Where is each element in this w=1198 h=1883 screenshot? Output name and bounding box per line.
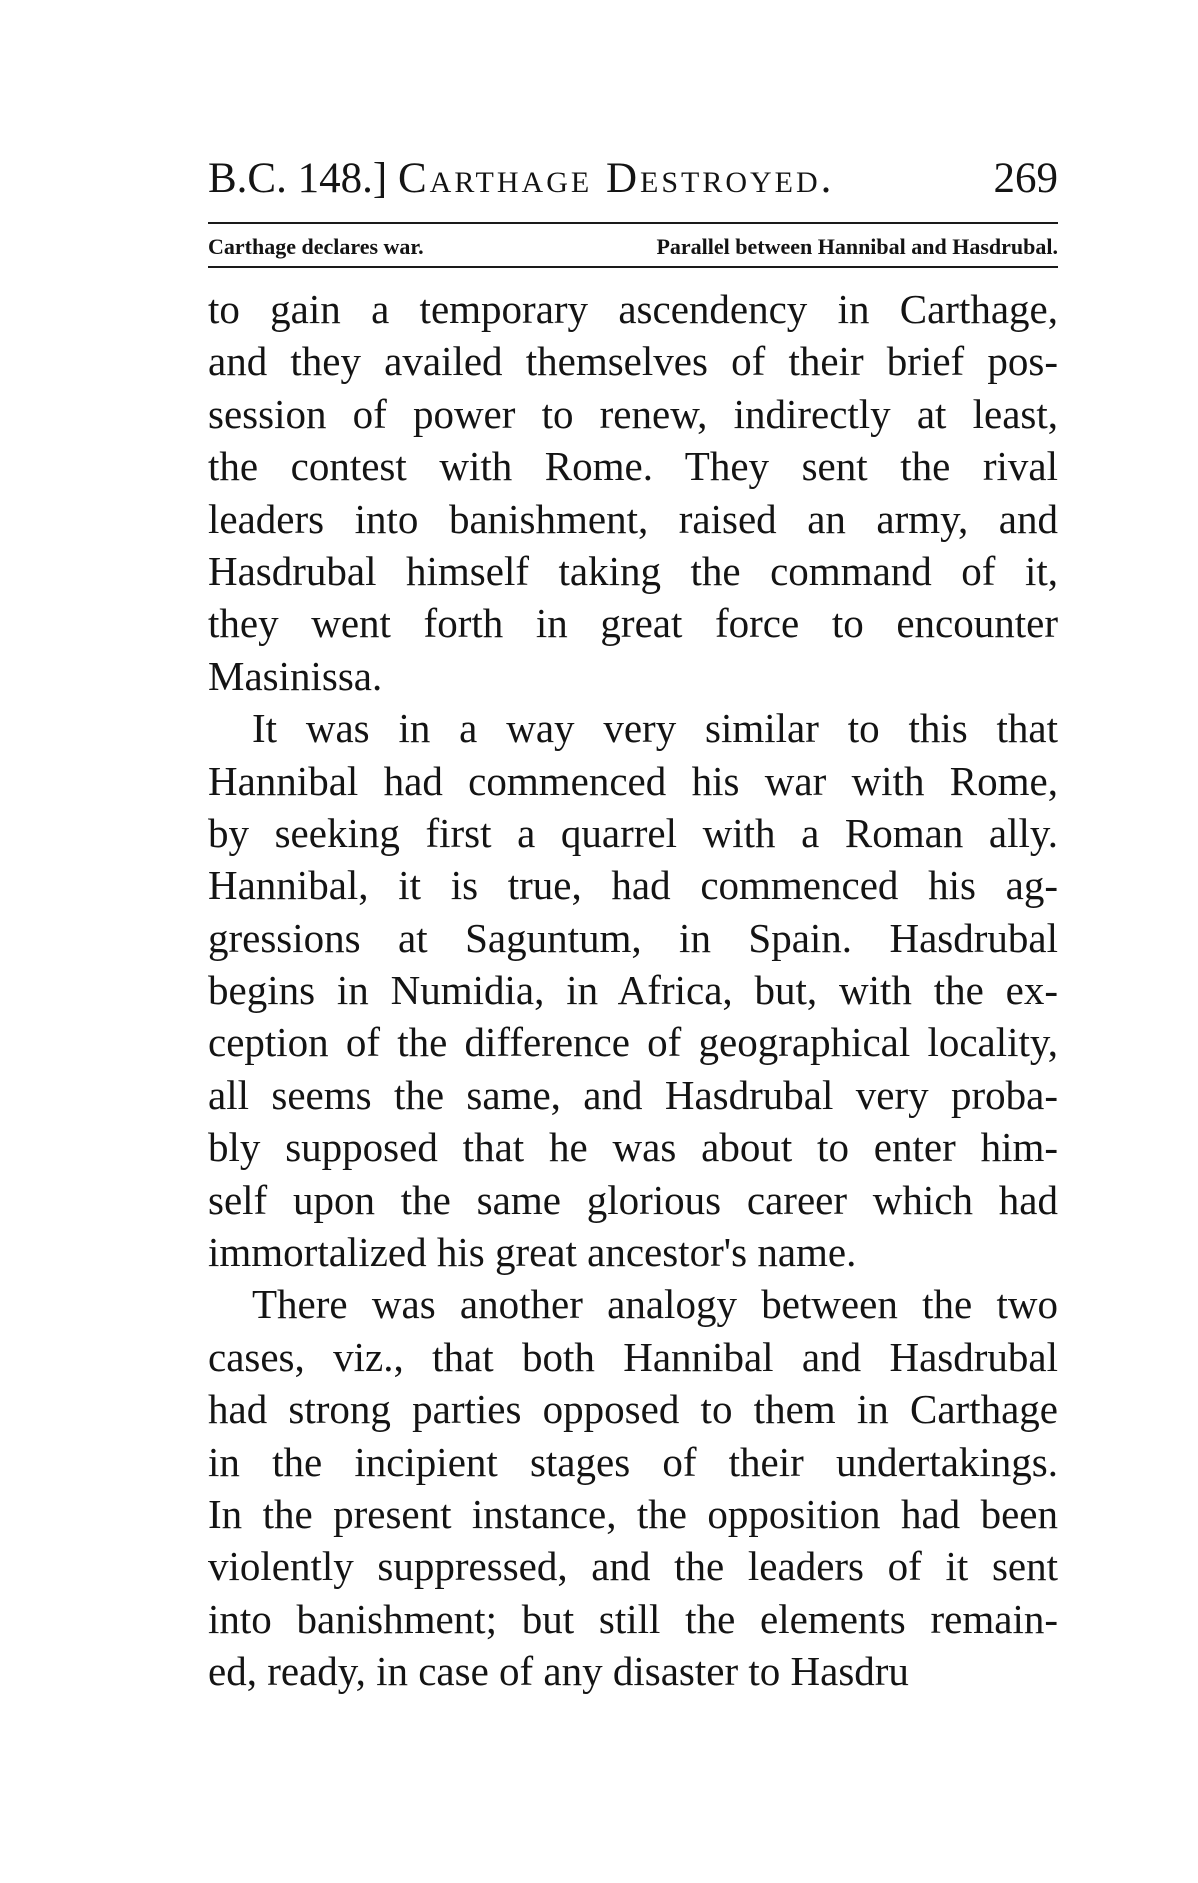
paragraph-start-line: There was another analogy between the two: [252, 1281, 1058, 1328]
text-line: Hasdrubal himself taking the command of it,: [208, 547, 1058, 594]
date-reference: B.C. 148.]: [208, 155, 388, 202]
text-line: and they availed themselves of their brief pos-: [208, 338, 1058, 385]
body-text: [208, 283, 1058, 1698]
paragraph-start-line: It was in a way very similar to this that: [252, 705, 1058, 752]
text-line: cases, viz., that both Hannibal and Hasdrubal: [208, 1333, 1058, 1380]
text-line: into banishment; but still the elements remain-: [208, 1595, 1058, 1642]
text-line: session of power to renew, indirectly at least,: [208, 390, 1058, 437]
text-line: all seems the same, and Hasdrubal very proba-: [208, 1071, 1058, 1118]
chapter-title: Carthage Destroyed.: [398, 155, 835, 202]
text-line: immortalized his great ancestor's name.: [208, 1229, 857, 1276]
side-headings: [208, 231, 1058, 263]
text-line: ed, ready, in case of any disaster to Hasdru: [208, 1648, 909, 1695]
text-line: by seeking first a quarrel with a Roman ally.: [208, 809, 1058, 856]
text-line: the contest with Rome. They sent the rival: [208, 443, 1058, 490]
text-line: Hannibal had commenced his war with Rome,: [208, 757, 1058, 804]
text-line: Hannibal, it is true, had commenced his ag-: [208, 862, 1058, 909]
side-heading-left: Carthage declares war.: [208, 234, 424, 259]
text-line: they went forth in great force to encounter: [208, 600, 1058, 647]
header-rule-top: [208, 222, 1058, 224]
text-line: violently suppressed, and the leaders of it sent: [208, 1543, 1058, 1590]
text-line: leaders into banishment, raised an army, and: [208, 495, 1058, 542]
text-line: to gain a temporary ascendency in Carthage,: [208, 286, 1058, 332]
side-heading-right: Parallel between Hannibal and Hasdrubal.: [656, 234, 1058, 259]
running-head: [208, 154, 1058, 204]
text-line: gressions at Saguntum, in Spain. Hasdrubal: [208, 914, 1058, 961]
header-rule-bottom: [208, 266, 1058, 268]
text-line: in the incipient stages of their undertakings.: [208, 1438, 1058, 1485]
text-line: begins in Numidia, in Africa, but, with the ex-: [208, 967, 1058, 1014]
text-line: self upon the same glorious career which had: [208, 1176, 1058, 1223]
text-line: In the present instance, the opposition had been: [208, 1490, 1058, 1537]
text-line: ception of the difference of geographical locality,: [208, 1019, 1058, 1066]
text-line: Masinissa.: [208, 652, 383, 699]
text-line: had strong parties opposed to them in Carthage: [208, 1386, 1058, 1433]
text-line: bly supposed that he was about to enter him-: [208, 1124, 1058, 1171]
page-number: 269: [993, 155, 1058, 202]
